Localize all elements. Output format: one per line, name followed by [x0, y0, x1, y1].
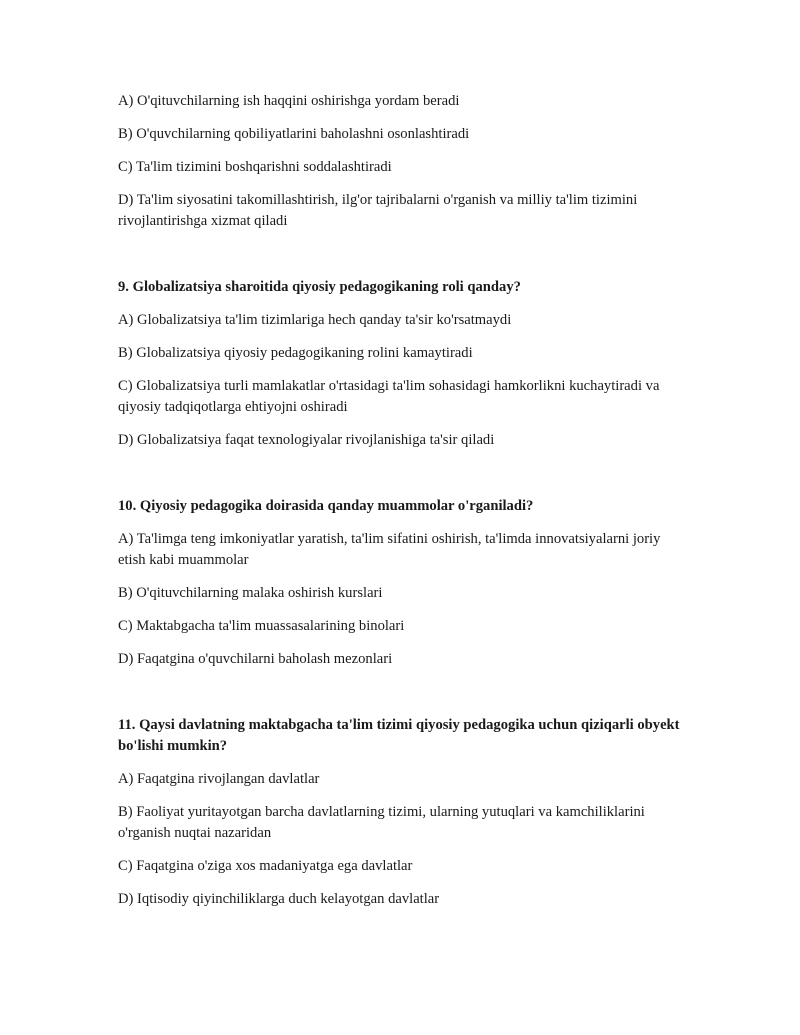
answer-option-d: D) Globalizatsiya faqat texnologiyalar rivojlanishiga ta'sir qiladi	[118, 432, 495, 448]
answer-option-d: D) Faqatgina o'quvchilarni baholash mezonlari	[118, 651, 393, 667]
answer-option-c: C) Globalizatsiya turli mamlakatlar o'rtasidagi ta'lim sohasidagi hamkorlikni kuchaytiradi va qiyosiy tadqiqotlarga ehtiyojni oshiradi	[118, 378, 660, 415]
answer-option-a: A) O'qituvchilarning ish haqqini oshirishga yordam beradi	[118, 93, 460, 109]
question-block-10	[118, 496, 690, 670]
question-heading: 10. Qiyosiy pedagogika doirasida qanday muammolar o'rganiladi?	[118, 498, 534, 514]
answer-option-a: A) Globalizatsiya ta'lim tizimlariga hech qanday ta'sir ko'rsatmaydi	[118, 312, 512, 328]
answer-option-b: B) Faoliyat yuritayotgan barcha davlatlarning tizimi, ularning yutuqlari va kamchiliklarini o'rganish nuqtai nazaridan	[118, 804, 645, 841]
answer-option-c: C) Maktabgacha ta'lim muassasalarining binolari	[118, 618, 405, 634]
spacer	[118, 463, 690, 496]
answer-option-b: B) O'quvchilarning qobiliyatlarini baholashni osonlashtiradi	[118, 126, 470, 142]
answer-option-b: B) Globalizatsiya qiyosiy pedagogikaning rolini kamaytiradi	[118, 345, 473, 361]
question-block-9	[118, 277, 690, 451]
question-heading: 9. Globalizatsiya sharoitida qiyosiy pedagogikaning roli qanday?	[118, 279, 521, 295]
question-block-8	[118, 91, 690, 232]
spacer	[118, 244, 690, 277]
answer-option-d: D) Ta'lim siyosatini takomillashtirish, ilg'or tajribalarni o'rganish va milliy ta'lim tizimini rivojlantirishga xizmat qiladi	[118, 192, 638, 229]
answer-option-d: D) Iqtisodiy qiyinchiliklarga duch kelayotgan davlatlar	[118, 891, 440, 907]
answer-option-b: B) O'qituvchilarning malaka oshirish kurslari	[118, 585, 383, 601]
answer-option-a: A) Faqatgina rivojlangan davlatlar	[118, 771, 320, 787]
answer-option-c: C) Ta'lim tizimini boshqarishni soddalashtiradi	[118, 159, 392, 175]
question-block-11	[118, 715, 690, 910]
spacer	[118, 682, 690, 715]
question-heading: 11. Qaysi davlatning maktabgacha ta'lim tizimi qiyosiy pedagogika uchun qiziqarli obyekt bo'lishi mumkin?	[118, 717, 680, 754]
document-page	[118, 91, 690, 922]
answer-option-a: A) Ta'limga teng imkoniyatlar yaratish, ta'lim sifatini oshirish, ta'limda innovatsiyalarni joriy etish kabi muammolar	[118, 531, 661, 568]
answer-option-c: C) Faqatgina o'ziga xos madaniyatga ega davlatlar	[118, 858, 413, 874]
